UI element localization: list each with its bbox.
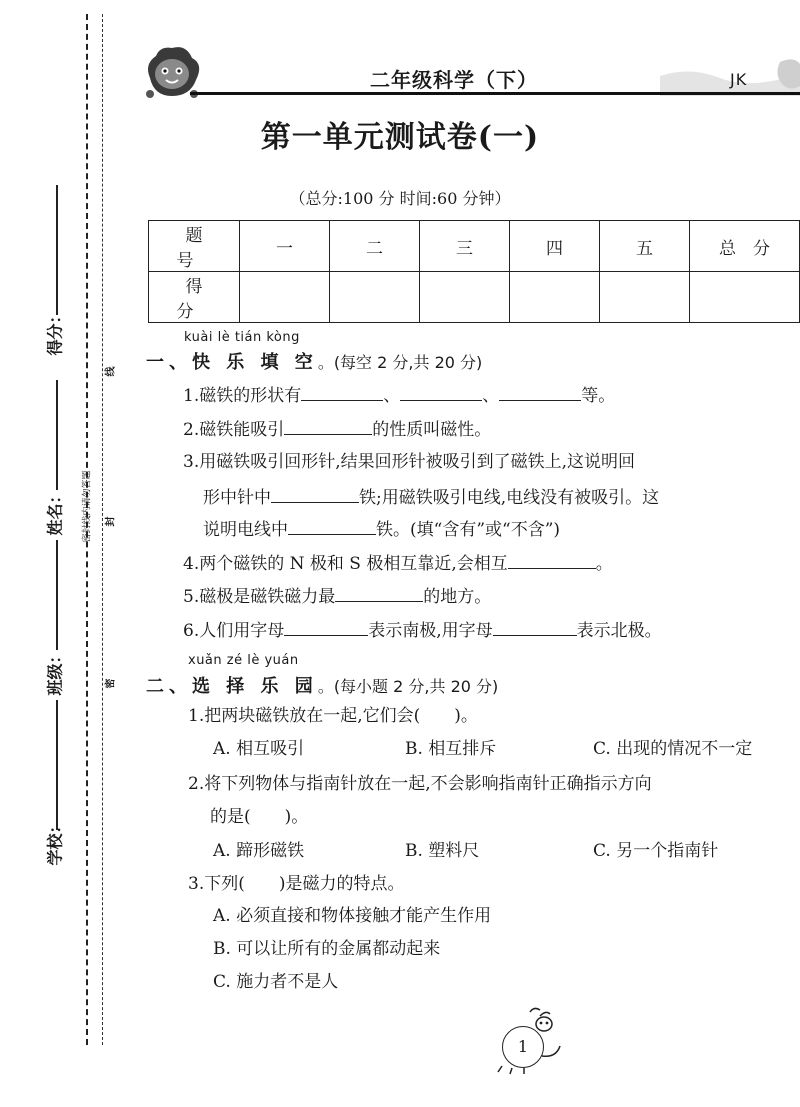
option-a[interactable]: A. 必须直接和物体接触才能产生作用 <box>213 906 492 926</box>
question-text: 表示南极,用字母 <box>368 621 493 641</box>
question-text: 1.磁铁的形状有 <box>183 386 302 406</box>
section1-title: 一、快 乐 填 空 <box>146 352 318 373</box>
answer-blank[interactable] <box>499 386 581 401</box>
question-text: 4.两个磁铁的 N 极和 S 极相互靠近,会相互 <box>183 554 508 574</box>
question-text: 2.磁铁能吸引 <box>183 420 285 440</box>
section1-heading <box>146 348 482 374</box>
section2-pinyin: xuǎn zé lè yuán <box>188 653 299 668</box>
answer-blank[interactable] <box>284 621 368 636</box>
question: 1.把两块磁铁放在一起,它们会( )。 <box>188 706 478 726</box>
question-text: 等。 <box>581 386 616 406</box>
section2-title: 二、选 择 乐 园 <box>146 676 318 697</box>
option-a[interactable]: A. 蹄形磁铁 <box>213 841 305 861</box>
option-b[interactable]: B. 相互排斥 <box>405 739 497 759</box>
name-line <box>56 380 58 490</box>
score-table-cell: 一 <box>239 221 329 272</box>
answer-blank[interactable] <box>493 621 577 636</box>
school-line <box>56 700 58 830</box>
score-table-cell: 得 分 <box>149 272 240 323</box>
answer-blank[interactable] <box>284 420 372 435</box>
question: 3.下列( )是磁力的特点。 <box>188 874 405 894</box>
score-table-cell: 题 号 <box>149 221 240 272</box>
answer-blank[interactable] <box>288 520 376 535</box>
option-c[interactable]: C. 出现的情况不一定 <box>593 739 753 759</box>
subject-title: 二年级科学（下） <box>370 68 538 92</box>
binding-dashed-line-inner <box>102 14 103 1045</box>
question <box>183 420 491 439</box>
exam-meta: （总分:100 分 时间:60 分钟） <box>289 189 511 208</box>
page-title: 第一单元测试卷(一) <box>260 120 540 155</box>
score-input-cell[interactable] <box>689 272 799 323</box>
score-table-score-row <box>149 272 800 323</box>
answer-blank[interactable] <box>271 488 359 503</box>
question-continuation: 的是( )。 <box>210 807 309 827</box>
option-c[interactable]: C. 另一个指南针 <box>593 841 719 861</box>
class-label: 班级： <box>45 647 65 696</box>
score-table-cell: 四 <box>509 221 599 272</box>
page-number: 1 <box>502 1026 544 1068</box>
option-b[interactable]: B. 可以让所有的金属都动起来 <box>213 939 441 959</box>
section2-heading <box>146 672 498 698</box>
question-continuation <box>203 488 659 507</box>
question <box>183 454 635 471</box>
question-text: 铁;用磁铁吸引电线,电线没有被吸引。这 <box>359 488 660 508</box>
school-label: 学校： <box>45 817 65 866</box>
score-table-cell: 五 <box>599 221 689 272</box>
option-b[interactable]: B. 塑料尺 <box>405 841 480 861</box>
score-table-header-row <box>149 221 800 272</box>
question-text: 形中针中 <box>203 488 271 508</box>
answer-blank[interactable] <box>335 587 423 602</box>
question-text: 3.用磁铁吸引回形针,结果回形针被吸引到了磁铁上,这说明回 <box>183 452 636 472</box>
answer-blank[interactable] <box>508 554 596 569</box>
score-table-cell: 三 <box>419 221 509 272</box>
section2-note: 。(每小题 2 分,共 20 分) <box>317 677 499 696</box>
seal-word-seal: 封 <box>105 516 117 527</box>
question-text: 6.人们用字母 <box>183 621 285 641</box>
question <box>183 554 613 573</box>
seal-word-line: 线 <box>105 366 117 377</box>
score-table <box>148 220 800 323</box>
seal-word-secret: 密 <box>105 678 117 689</box>
binding-notice: 密封线内请勿答题 <box>82 470 93 543</box>
question-text: 铁。(填“含有”或“不含”) <box>376 520 561 540</box>
score-label: 得分： <box>45 307 65 356</box>
question-text: 、 <box>482 386 500 406</box>
score-input-cell[interactable] <box>509 272 599 323</box>
name-label: 姓名： <box>45 487 65 536</box>
section1-pinyin: kuài lè tián kòng <box>184 330 300 345</box>
section1-note: 。(每空 2 分,共 20 分) <box>317 353 483 372</box>
score-input-cell[interactable] <box>419 272 509 323</box>
option-c[interactable]: C. 施力者不是人 <box>213 972 339 992</box>
option-a[interactable]: A. 相互吸引 <box>213 739 305 759</box>
question-text: 说明电线中 <box>203 520 288 540</box>
question-text: 的地方。 <box>423 587 492 607</box>
score-input-cell[interactable] <box>329 272 419 323</box>
score-table-cell: 总 分 <box>689 221 799 272</box>
question <box>183 587 491 606</box>
question-text: 。 <box>595 554 613 574</box>
score-table-cell: 二 <box>329 221 419 272</box>
question-continuation <box>203 520 560 539</box>
question <box>183 621 662 640</box>
score-input-cell[interactable] <box>599 272 689 323</box>
question-text: 、 <box>383 386 401 406</box>
question-text: 的性质叫磁性。 <box>372 420 492 440</box>
answer-blank[interactable] <box>400 386 482 401</box>
question <box>183 386 615 405</box>
edition-code: JK <box>730 70 748 89</box>
answer-blank[interactable] <box>301 386 383 401</box>
question-text: 5.磁极是磁铁磁力最 <box>183 587 336 607</box>
class-line <box>56 540 58 650</box>
question-text: 表示北极。 <box>576 621 662 641</box>
question: 2.将下列物体与指南针放在一起,不会影响指南针正确指示方向 <box>188 774 652 794</box>
